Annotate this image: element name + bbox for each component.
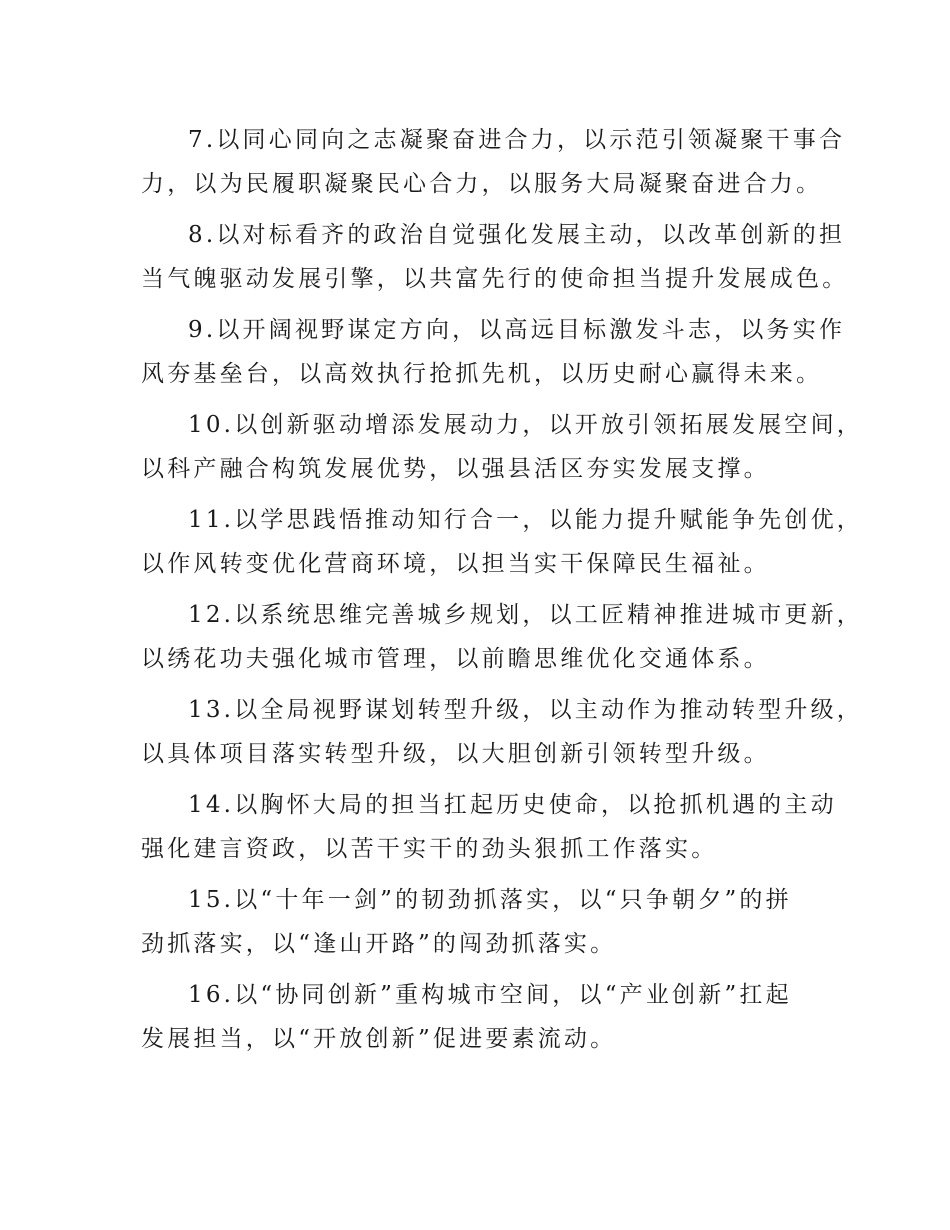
- paragraph-first-line: [141, 213, 845, 257]
- item-text-line1: 以创新驱动增添发展动力，以开放引领拓展发展空间，: [234, 412, 863, 438]
- item-text-line2: 发展担当，以“开放创新”促进要素流动。: [141, 1026, 617, 1052]
- list-item-7: [141, 118, 846, 213]
- item-text-line2: 以具体项目落实转型升级，以大胆创新引领转型升级。: [141, 741, 770, 767]
- item-number: 14.: [188, 792, 235, 818]
- list-item-8: [141, 213, 849, 308]
- list-item-14: [141, 783, 837, 878]
- item-text-line1: 以“十年一剑”的韧劲抓落实，以“只争朝夕”的拼: [234, 887, 792, 913]
- list-item-12: [141, 593, 863, 688]
- list-item-16: [141, 973, 813, 1068]
- item-text-line1: 以学思践悟推动知行合一，以能力提升赋能争先创优，: [234, 507, 863, 533]
- list-item-11: [141, 498, 863, 593]
- paragraph-first-line: [141, 688, 863, 732]
- item-text-line2: 力，以为民履职凝聚民心合力，以服务大局凝聚奋进合力。: [141, 171, 823, 197]
- paragraph-first-line: [141, 783, 837, 827]
- item-text-line2: 当气魄驱动发展引擎，以共富先行的使命担当提升发展成色。: [141, 266, 849, 292]
- list-item-13: [141, 688, 863, 783]
- item-text-line2: 以作风转变优化营商环境，以担当实干保障民生福祉。: [141, 551, 770, 577]
- item-text-line1: 以全局视野谋划转型升级，以主动作为推动转型升级，: [234, 697, 863, 723]
- paragraph-first-line: [141, 118, 845, 162]
- item-number: 7.: [188, 127, 217, 153]
- item-number: 16.: [188, 982, 235, 1008]
- paragraph-first-line: [141, 973, 792, 1017]
- item-text-line1: 以“协同创新”重构城市空间，以“产业创新”扛起: [234, 982, 792, 1008]
- paragraph-first-line: [141, 403, 863, 447]
- item-text-line2: 以绣花功夫强化城市管理，以前瞻思维优化交通体系。: [141, 646, 770, 672]
- paragraph-first-line: [141, 308, 845, 352]
- list-item-9: [141, 308, 846, 403]
- item-text-line1: 以对标看齐的政治自觉强化发展主动，以改革创新的担: [216, 222, 846, 248]
- item-number: 15.: [188, 887, 235, 913]
- item-text-line1: 以开阔视野谋定方向，以高远目标激发斗志，以务实作: [216, 317, 846, 343]
- item-text-line1: 以同心同向之志凝聚奋进合力，以示范引领凝聚干事合: [216, 127, 846, 153]
- item-text-line2: 风夯基垒台，以高效执行抢抓先机，以历史耐心赢得未来。: [141, 361, 823, 387]
- item-number: 10.: [188, 412, 235, 438]
- item-text-line1: 以系统思维完善城乡规划，以工匠精神推进城市更新，: [234, 602, 863, 628]
- item-number: 8.: [188, 222, 217, 248]
- paragraph-first-line: [141, 593, 863, 637]
- item-text-line2: 劲抓落实，以“逢山开路”的闯劲抓落实。: [141, 931, 617, 957]
- paragraph-first-line: [141, 498, 863, 542]
- document-body: [141, 118, 863, 1068]
- list-item-10: [141, 403, 863, 498]
- item-number: 13.: [188, 697, 235, 723]
- item-text-line2: 强化建言资政，以苦干实干的劲头狠抓工作落实。: [141, 836, 718, 862]
- item-text-line1: 以胸怀大局的担当扛起历史使命，以抢抓机遇的主动: [234, 792, 837, 818]
- item-number: 11.: [188, 507, 235, 533]
- item-number: 9.: [188, 317, 217, 343]
- list-item-15: [141, 878, 813, 973]
- item-text-line2: 以科产融合构筑发展优势，以强县活区夯实发展支撑。: [141, 456, 770, 482]
- item-number: 12.: [188, 602, 235, 628]
- paragraph-first-line: [141, 878, 792, 922]
